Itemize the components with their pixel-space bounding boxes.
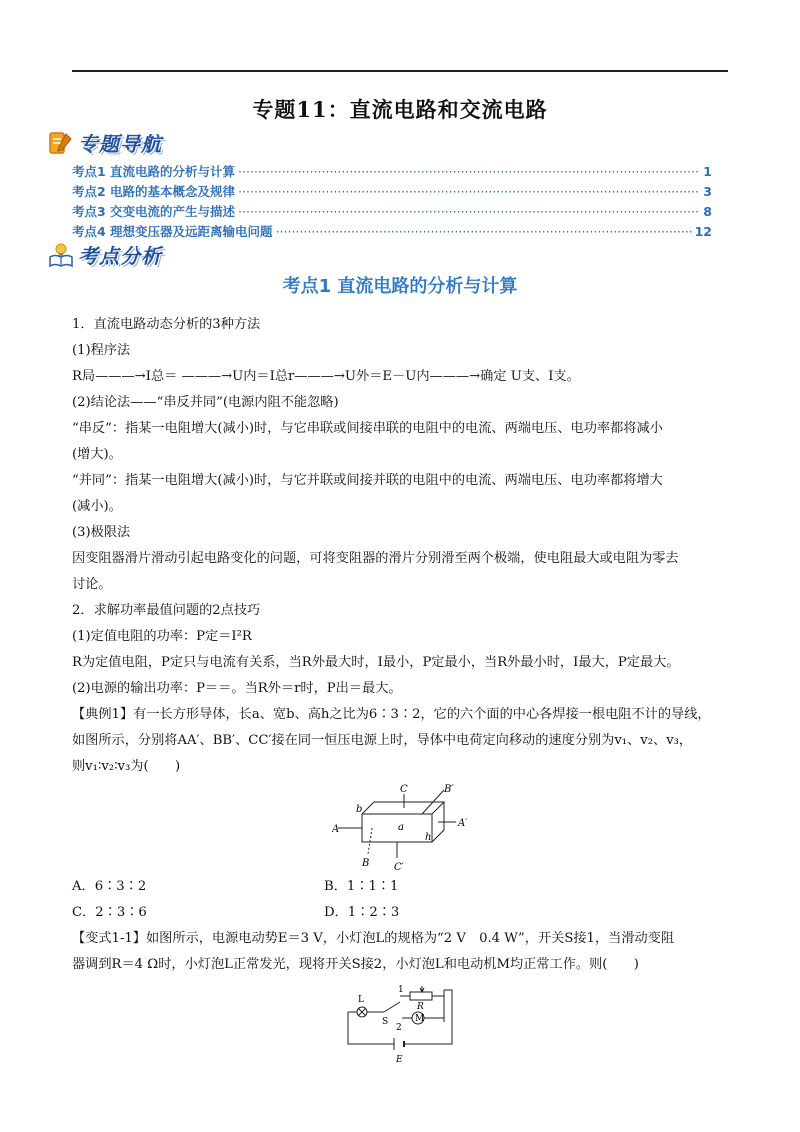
power-fixed-resistor: (1)定值电阻的功率：P定＝I²R <box>72 629 252 644</box>
label-length: a <box>398 822 404 833</box>
toc-item-label: 考点4 理想变压器及远距离输电问题 <box>72 224 273 239</box>
options-row-1 <box>72 874 732 900</box>
wire-right <box>404 990 452 1044</box>
label-c-prime: C′ <box>394 862 404 872</box>
document-title: 专题11：直流电路和交流电路 <box>252 97 548 122</box>
toc-item-1[interactable] <box>72 162 712 180</box>
label-c: C <box>400 784 408 795</box>
toc-item-label: 考点1 直流电路的分析与计算 <box>72 164 236 179</box>
label-contact-1: 1 <box>398 985 404 995</box>
power-fixed-explain: R为定值电阻，P定只与电流有关系，当R外最大时，I最小，P定最小，当R外最小时，I最大，P定最大。 <box>72 655 680 670</box>
heading-power-tips: 2．求解功率最值问题的2点技巧 <box>72 603 261 618</box>
circuit-figure <box>72 982 732 1074</box>
power-source-output: (2)电源的输出功率：P＝＝。当R外＝r时，P出＝最大。 <box>72 681 402 696</box>
switch-blade <box>384 1002 400 1012</box>
label-motor: M <box>415 1014 425 1024</box>
option-b[interactable]: B．1∶1∶1 <box>324 879 399 894</box>
toc-item-page: 8 <box>703 204 712 219</box>
method-limit: (3)极限法 <box>72 525 131 540</box>
section-title: 考点1 直流电路的分析与计算 <box>282 276 518 297</box>
rheostat-symbol <box>410 992 432 1000</box>
toc-item-page: 1 <box>703 164 712 179</box>
options-row-2 <box>72 900 732 926</box>
book-bulb-icon <box>48 242 74 268</box>
content-body <box>72 312 732 1074</box>
label-a-prime: A′ <box>458 818 468 829</box>
method-program: (1)程序法 <box>72 343 131 358</box>
parallel-rule-line1: “并同”：指某一电阻增大(减小)时，与它并联或间接并联的电阻中的电流、两端电压、电功率都将增大 <box>72 473 663 488</box>
option-d[interactable]: D．1∶2∶3 <box>324 905 400 920</box>
cuboid-front-face <box>362 814 432 842</box>
label-emf: E <box>396 1055 403 1065</box>
label-lamp: L <box>358 995 364 1005</box>
toc-item-label: 考点2 电路的基本概念及规律 <box>72 184 236 199</box>
parallel-rule-line2: (减小)。 <box>72 499 122 514</box>
analysis-badge <box>48 240 162 269</box>
example1-line3: 则v₁∶v₂∶v₃为( ) <box>72 759 181 774</box>
toc-item-page: 12 <box>694 224 712 239</box>
label-rheostat: R <box>417 1002 424 1012</box>
wire-b <box>368 828 372 854</box>
toc-item-4[interactable] <box>72 222 712 240</box>
label-width: b <box>356 804 363 815</box>
label-switch: S <box>382 1017 389 1027</box>
program-chain: R局———→I总＝ ———→U内＝I总r———→U外＝E－U内———→确定 U支、I支。 <box>72 369 580 384</box>
label-b: B <box>362 858 370 869</box>
header-rule <box>72 70 728 72</box>
limit-line2: 讨论。 <box>72 577 112 592</box>
label-b-prime: B′ <box>444 784 454 795</box>
example1-line1: 【典例1】有一长方形导体，长a、宽b、高h之比为6∶3∶2，它的六个面的中心各焊接一根电阻不计的导线， <box>72 707 711 722</box>
topic-nav-badge <box>48 128 162 157</box>
series-rule-line1: “串反”：指某一电阻增大(减小)时，与它串联或间接串联的电阻中的电流、两端电压、电功率都将减小 <box>72 421 663 436</box>
label-contact-2: 2 <box>396 1023 402 1033</box>
label-height: h <box>425 832 432 843</box>
series-rule-line2: (增大)。 <box>72 447 122 462</box>
pen-icon <box>48 130 74 156</box>
toc-item-page: 3 <box>703 184 712 199</box>
variant1-line1: 【变式1-1】如图所示，电源电动势E＝3 V，小灯泡L的规格为“2 V 0.4 W”，开关S接1，当滑动变阻 <box>72 931 675 946</box>
toc-item-label: 考点3 交变电流的产生与描述 <box>72 204 236 219</box>
label-a: A <box>332 824 340 835</box>
toc-item-3[interactable] <box>72 202 712 220</box>
heading-dynamic-methods: 1．直流电路动态分析的3种方法 <box>72 317 261 332</box>
limit-line1: 因变阻器滑片滑动引起电路变化的问题，可将变阻器的滑片分别滑至两个极端，使电阻最大或电阻为零去 <box>72 551 679 566</box>
toc-item-2[interactable] <box>72 182 712 200</box>
option-c[interactable]: C．2∶3∶6 <box>72 905 147 920</box>
option-a[interactable]: A．6∶3∶2 <box>72 879 147 894</box>
example1-line2: 如图所示，分别将AA′、BB′、CC′接在同一恒压电源上时，导体中电荷定向移动的速度分别为v₁、v₂、v₃， <box>72 733 693 748</box>
cuboid-figure <box>72 784 732 874</box>
topic-nav-label: 专题导航 <box>78 132 162 156</box>
variant1-line2: 器调到R＝4 Ω时，小灯泡L正常发光，现将开关S接2，小灯泡L和电动机M均正常工作。则( ) <box>72 957 639 972</box>
analysis-label: 考点分析 <box>78 244 162 268</box>
method-conclusion: (2)结论法——“串反并同”(电源内阻不能忽略) <box>72 395 339 410</box>
